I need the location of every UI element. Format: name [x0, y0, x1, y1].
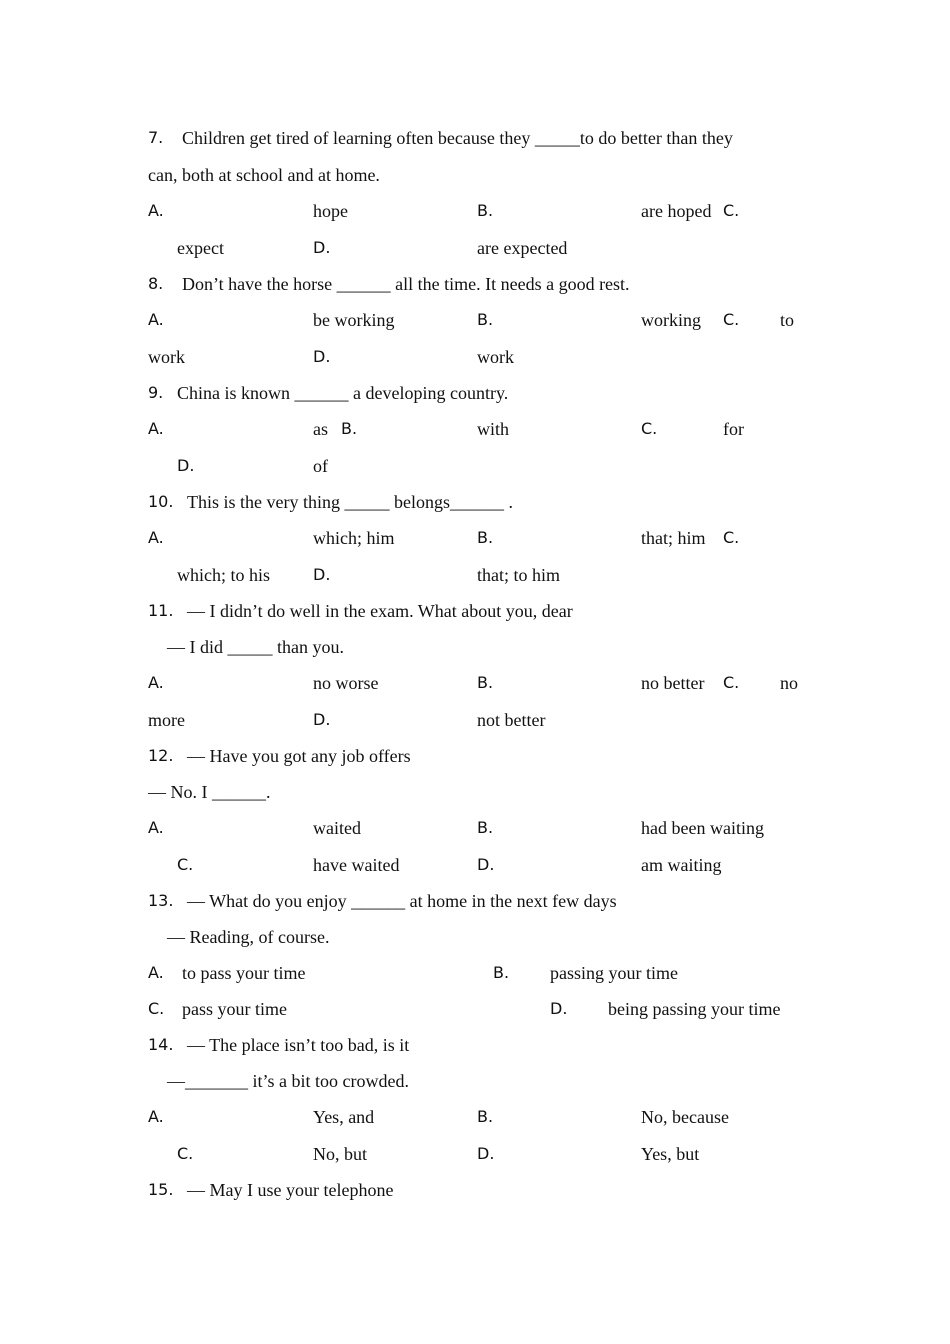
- option-d-marker: D.: [477, 855, 495, 874]
- option-b-text: are hoped: [641, 201, 712, 221]
- option-b-text: with: [477, 419, 510, 439]
- option-b-marker: B.: [477, 528, 494, 547]
- option-c-text: pass your time: [182, 999, 287, 1019]
- option-b-marker: B.: [477, 201, 494, 220]
- option-a-text: waited: [313, 818, 361, 838]
- option-a-marker: A.: [148, 528, 164, 547]
- option-c-marker: C.: [723, 528, 740, 547]
- option-b-marker: B.: [493, 963, 510, 982]
- question-reply: — I did _____ than you.: [167, 637, 344, 657]
- option-d-text: work: [477, 347, 514, 367]
- option-c-text-continued: work: [148, 347, 185, 367]
- option-d-marker: D.: [313, 710, 331, 729]
- question-number: 12.: [148, 746, 174, 765]
- question-stem: Children get tired of learning often because they _____to do better than they: [182, 128, 733, 148]
- option-d-text: are expected: [477, 238, 568, 258]
- option-d-marker: D.: [477, 1144, 495, 1163]
- option-a-text: no worse: [313, 673, 379, 693]
- option-c-text: no: [780, 673, 798, 693]
- option-c-text: expect: [177, 238, 224, 258]
- question-stem: This is the very thing _____ belongs______ .: [187, 492, 513, 512]
- option-d-text: being passing your time: [608, 999, 781, 1019]
- option-d-marker: D.: [313, 347, 331, 366]
- question-stem-continued: can, both at school and at home.: [148, 165, 380, 185]
- option-d-marker: D.: [550, 999, 568, 1018]
- option-a-text: to pass your time: [182, 963, 306, 983]
- option-d-text: that; to him: [477, 565, 560, 585]
- question-number: 13.: [148, 891, 174, 910]
- option-c-text: for: [723, 419, 744, 439]
- option-c-marker: C.: [148, 999, 165, 1018]
- option-a-marker: A.: [148, 963, 164, 982]
- option-a-text: be working: [313, 310, 395, 330]
- option-a-text: which; him: [313, 528, 395, 548]
- option-d-text: Yes, but: [641, 1144, 700, 1164]
- option-c-marker: C.: [177, 855, 194, 874]
- question-stem: — What do you enjoy ______ at home in the next few days: [187, 891, 617, 911]
- option-b-marker: B.: [477, 1107, 494, 1126]
- option-b-marker: B.: [341, 419, 358, 438]
- question-stem: — May I use your telephone: [187, 1180, 394, 1200]
- option-b-marker: B.: [477, 310, 494, 329]
- question-stem: China is known ______ a developing country.: [177, 383, 509, 403]
- option-b-text: had been waiting: [641, 818, 764, 838]
- question-number: 14.: [148, 1035, 174, 1054]
- option-a-marker: A.: [148, 201, 164, 220]
- option-b-text: no better: [641, 673, 705, 693]
- question-stem: — I didn’t do well in the exam. What about you, dear: [187, 601, 573, 621]
- option-c-text: to: [780, 310, 795, 330]
- option-a-marker: A.: [148, 419, 164, 438]
- option-d-text: not better: [477, 710, 546, 730]
- question-number: 7.: [148, 128, 164, 147]
- question-stem: — The place isn’t too bad, is it: [187, 1035, 410, 1055]
- question-number: 10.: [148, 492, 174, 511]
- option-d-text: of: [313, 456, 328, 476]
- option-a-text: as: [313, 419, 328, 439]
- question-reply: — No. I ______.: [148, 782, 271, 802]
- option-a-text: Yes, and: [313, 1107, 375, 1127]
- option-a-text: hope: [313, 201, 348, 221]
- option-a-marker: A.: [148, 818, 164, 837]
- option-a-marker: A.: [148, 1107, 164, 1126]
- option-b-text: passing your time: [550, 963, 678, 983]
- option-d-marker: D.: [177, 456, 195, 475]
- option-c-text: which; to his: [177, 565, 270, 585]
- option-a-marker: A.: [148, 673, 164, 692]
- option-d-marker: D.: [313, 565, 331, 584]
- option-d-marker: D.: [313, 238, 331, 257]
- option-c-text-continued: more: [148, 710, 185, 730]
- question-reply: — Reading, of course.: [167, 927, 330, 947]
- option-c-marker: C.: [641, 419, 658, 438]
- question-reply: —_______ it’s a bit too crowded.: [167, 1071, 409, 1091]
- option-b-marker: B.: [477, 818, 494, 837]
- option-c-marker: C.: [177, 1144, 194, 1163]
- question-stem: — Have you got any job offers: [187, 746, 411, 766]
- option-b-marker: B.: [477, 673, 494, 692]
- option-c-marker: C.: [723, 310, 740, 329]
- question-number: 9.: [148, 383, 164, 402]
- option-c-marker: C.: [723, 673, 740, 692]
- option-a-marker: A.: [148, 310, 164, 329]
- option-b-text: working: [641, 310, 701, 330]
- option-d-text: am waiting: [641, 855, 722, 875]
- question-number: 15.: [148, 1180, 174, 1199]
- option-c-marker: C.: [723, 201, 740, 220]
- question-number: 11.: [148, 601, 174, 620]
- question-stem: Don’t have the horse ______ all the time. It needs a good rest.: [182, 274, 630, 294]
- option-c-text: No, but: [313, 1144, 367, 1164]
- option-b-text: that; him: [641, 528, 706, 548]
- option-c-text: have waited: [313, 855, 400, 875]
- option-b-text: No, because: [641, 1107, 729, 1127]
- question-number: 8.: [148, 274, 164, 293]
